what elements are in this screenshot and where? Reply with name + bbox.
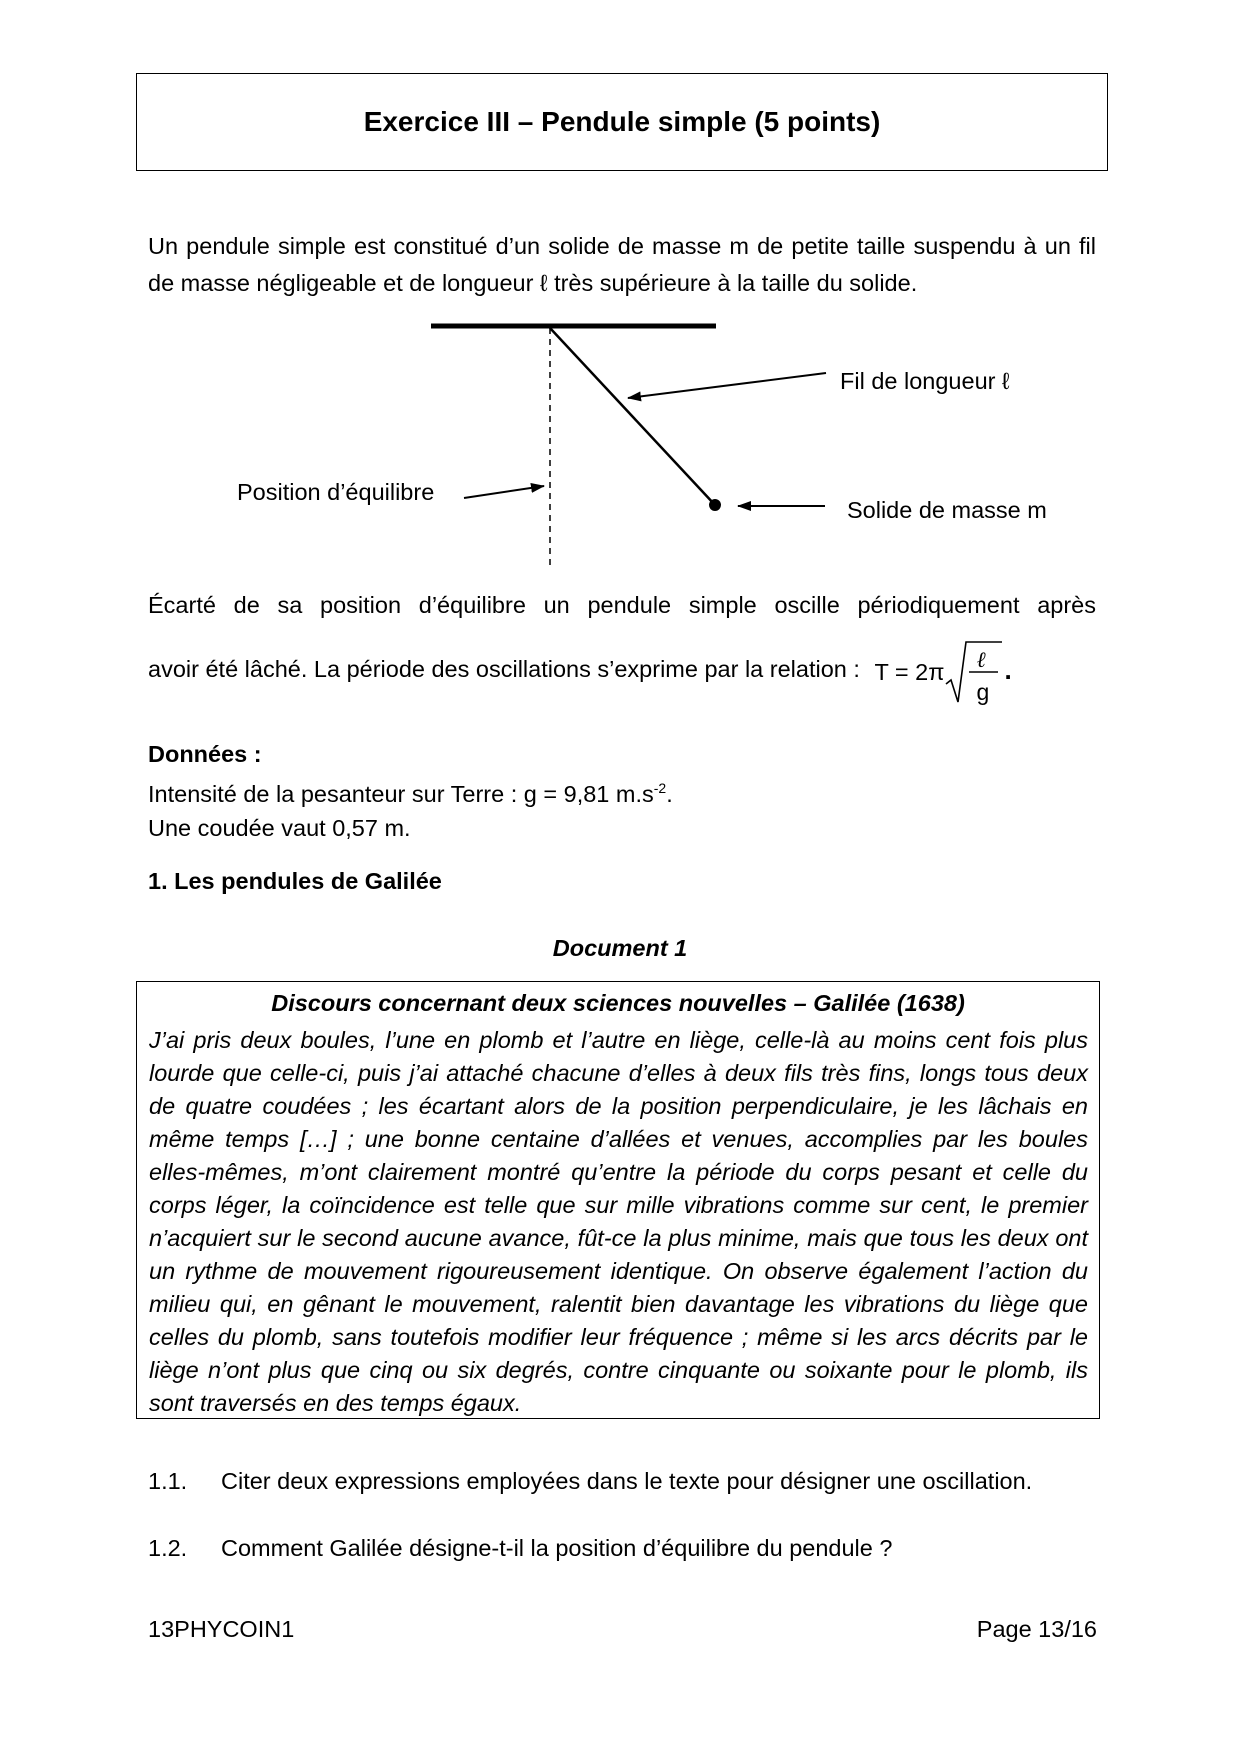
question-text: Citer deux expressions employées dans le texte pour désigner une oscillation. — [221, 1468, 1033, 1494]
data-gravity — [148, 771, 673, 811]
question-text: Comment Galilée désigne-t-il la position d’équilibre du pendule ? — [221, 1535, 893, 1561]
period-line-2 — [148, 636, 1096, 706]
formula-numerator: ℓ — [976, 648, 986, 673]
formula-denominator: g — [976, 679, 990, 705]
footer-page: Page 13/16 — [976, 1616, 1097, 1642]
arrow-to-equilibrium — [464, 486, 544, 498]
period-paragraph — [148, 587, 1096, 706]
question-number: 1.2. — [148, 1535, 188, 1561]
formula-period: . — [1004, 655, 1012, 685]
data-header: Données : — [148, 741, 262, 767]
section-1-title: 1. Les pendules de Galilée — [148, 868, 442, 894]
footer-code: 13PHYCOIN1 — [148, 1616, 295, 1642]
pendulum-mass — [709, 499, 721, 511]
question-1-2 — [148, 1535, 892, 1562]
question-number: 1.1. — [148, 1468, 188, 1494]
data-block — [148, 737, 673, 845]
title-box — [136, 73, 1108, 171]
exercise-title: Exercice III – Pendule simple (5 points) — [363, 106, 881, 137]
pendulum-wire — [550, 328, 715, 505]
period-line-1: Écarté de sa position d’équilibre un pendule simple oscille périodiquement après — [148, 592, 1096, 618]
period-formula — [870, 636, 1010, 706]
pendulum-diagram — [0, 300, 1240, 570]
data-coudee: Une coudée vaut 0,57 m. — [148, 814, 411, 841]
label-mass: Solide de masse m — [847, 497, 1047, 523]
label-equilibrium: Position d’équilibre — [237, 479, 435, 505]
gravity-exponent: -2 — [653, 780, 667, 796]
period-line-2-text: avoir été lâché. La période des oscillations s’exprime par la relation : — [148, 656, 860, 683]
question-1-1 — [148, 1468, 1032, 1495]
formula-lhs: T = 2π — [874, 659, 945, 685]
arrow-to-wire — [628, 373, 826, 398]
document-text: J’ai pris deux boules, l’une en plomb et l’autre en liège, celle-là au moins cent fois plus lourde que celle-ci, puis j’ai attaché chacune d’elles à deux fils très fins, longs tous deux de quatre coudées ; les écartant alors de la position perpendiculaire, je les lâchais en même temps […] ; une bonne centaine d’allées et venues, accomplies par les boules elles-mêmes, m’ont clairement montré qu’entre la période du corps pesant et celle du corps léger, la coïncidence est telle que sur mille vibrations comme sur cent, le premier n’acquiert sur le second aucune avance, fût-ce la plus minime, mais que tous les deux ont un rythme de mouvement rigoureusement identique. On observe également l’action du milieu qui, en gênant le mouvement, ralentit bien davantage les vibrations du liège que celles du plomb, sans toutefois modifier leur fréquence ; même si les arcs décrits par le liège n’ont plus que cinq ou six degrés, contre cinquante ou soixante pour le plomb, ils sont traversés en des temps égaux. — [149, 1027, 1088, 1416]
document-heading: Discours concernant deux sciences nouvelles – Galilée (1638) — [271, 990, 965, 1016]
document-label: Document 1 — [552, 935, 688, 961]
intro-paragraph: Un pendule simple est constitué d’un solide de masse m de petite taille suspendu à un fil de masse négligeable et de longueur ℓ très supérieure à la taille du solide. — [148, 233, 1096, 296]
sqrt-sign — [870, 636, 1010, 706]
label-wire: Fil de longueur ℓ — [840, 368, 1010, 394]
document-box — [136, 981, 1100, 1419]
gravity-text: Intensité de la pesanteur sur Terre : g = 9,81 m.s — [148, 780, 654, 807]
gravity-suffix: . — [666, 780, 673, 807]
